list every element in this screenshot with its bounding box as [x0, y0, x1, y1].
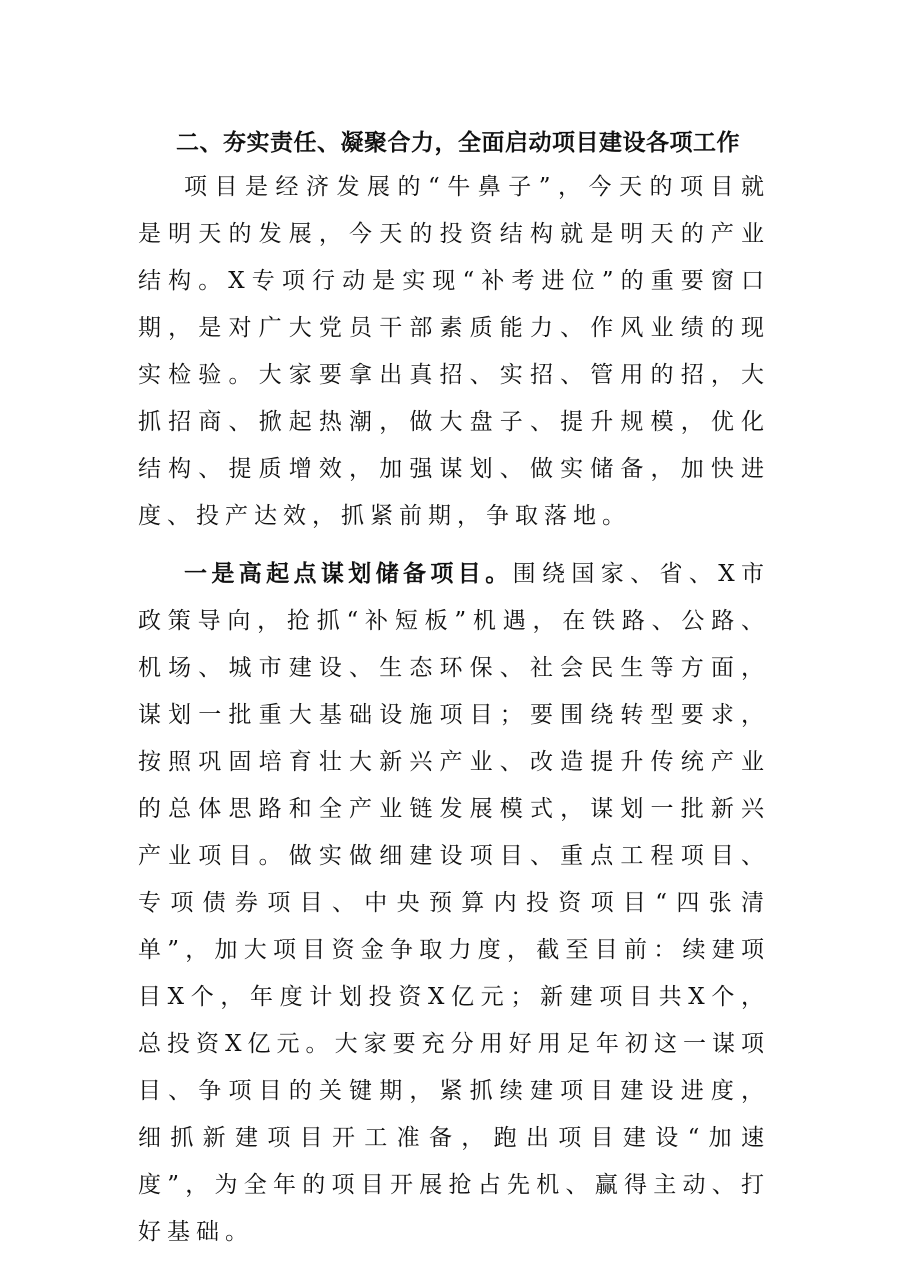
section-heading: 二、夯实责任、凝聚合力，全面启动项目建设各项工作	[176, 129, 740, 156]
paragraph-lead-phrase: 一是高起点谋划储备项目。	[184, 560, 513, 587]
document-body	[138, 122, 770, 1256]
paragraph-first-point	[138, 550, 770, 1256]
paragraph-intro: 项目是经济发展的“牛鼻子”，今天的项目就是明天的发展，今天的投资结构就是明天的产业结构。X专项行动是实现“补考进位”的重要窗口期，是对广大党员干部素质能力、作风业绩的现实检验。大家要拿出真招、实招、管用的招，大抓招商、掀起热潮，做大盘子、提升规模，优化结构、提质增效，加强谋划、做实储备，加快进度、投产达效，抓紧前期，争取落地。	[138, 174, 770, 529]
paragraph-body-text: 围绕国家、省、X市政策导向，抢抓“补短板”机遇，在铁路、公路、机场、城市建设、生态环保、社会民生等方面，谋划一批重大基础设施项目；要围绕转型要求，按照巩固培育壮大新兴产业、改造提升传统产业的总体思路和全产业链发展模式，谋划一批新兴产业项目。做实做细建设项目、重点工程项目、专项债券项目、中央预算内投资项目“四张清单”，加大项目资金争取力度，截至目前：续建项目X个，年度计划投资X亿元；新建项目共X个，总投资X亿元。大家要充分用好用足年初这一谋项目、争项目的关键期，紧抓续建项目建设进度，细抓新建项目开工准备，跑出项目建设“加速度”，为全年的项目开展抢占先机、赢得主动、打好基础。	[138, 561, 771, 1245]
